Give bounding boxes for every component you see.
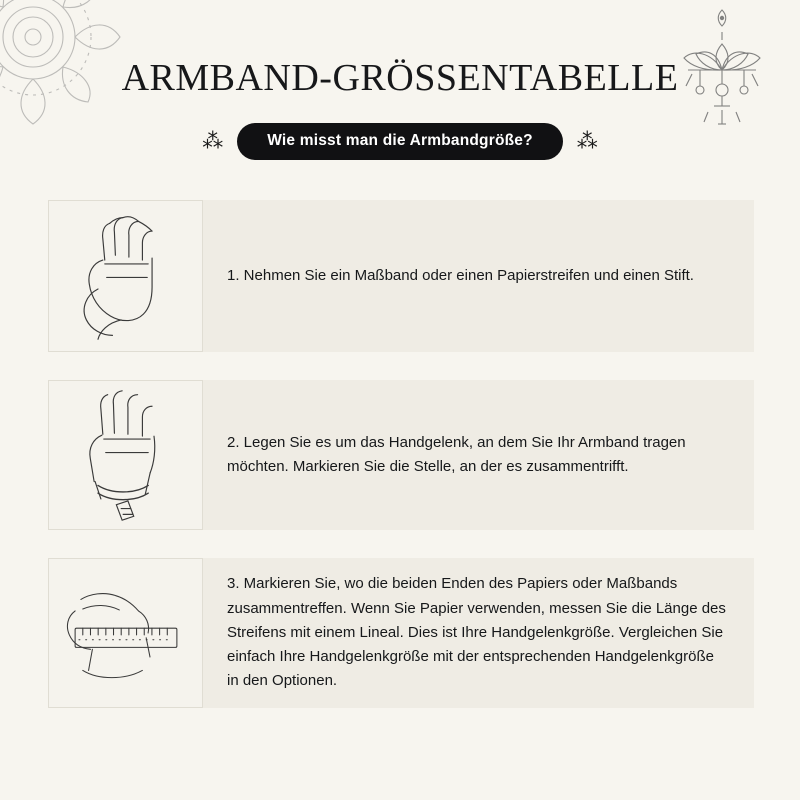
flourish-right-icon: ⁂ (576, 129, 598, 153)
flourish-left-icon: ⁂ (202, 129, 224, 153)
subtitle-row (0, 123, 800, 160)
step-text: 2. Legen Sie es um das Handgelenk, an dem Sie Ihr Armband tragen möchten. Markieren Sie die Stelle, an der es zusammentrifft. (227, 433, 686, 475)
list-item (48, 558, 754, 708)
step-text: 3. Markieren Sie, wo die beiden Enden des Papiers oder Maßbands zusammentreffen. Wenn Sie Papier verwenden, messen Sie die Länge des Streifens mit einem Lineal. Dies ist Ihre Handgelenkgröße. Vergleichen Sie einfach Ihre Handgelenkgröße mit der entsprechenden Handgelenkgröße in den Optionen. (227, 575, 726, 690)
hand-fist-icon (48, 200, 203, 352)
list-item (48, 380, 754, 530)
list-item (48, 200, 754, 352)
step-text: 1. Nehmen Sie ein Maßband oder einen Papierstreifen und einen Stift. (227, 266, 694, 284)
page-title: ARMBAND-GRÖSSENTABELLE (121, 57, 679, 99)
hand-with-ruler-icon (48, 558, 203, 708)
subtitle-badge: Wie misst man die Armbandgröße? (237, 123, 563, 160)
steps-list (48, 200, 754, 736)
hand-with-measuring-tape-icon (48, 380, 203, 530)
